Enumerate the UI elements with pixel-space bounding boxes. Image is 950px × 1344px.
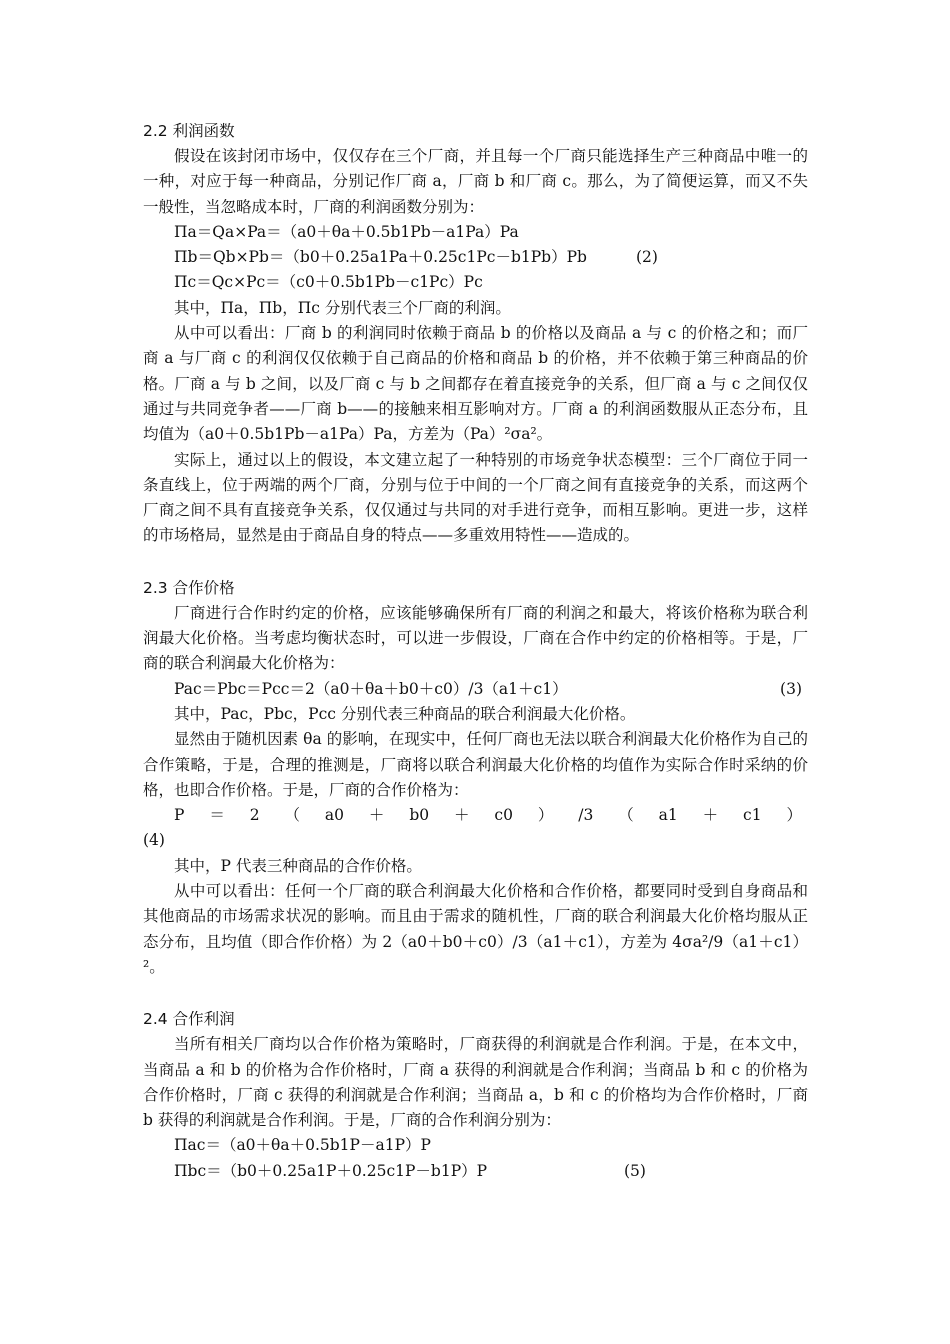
paragraph: 实际上，通过以上的假设，本文建立起了一种特别的市场竞争状态模型：三个厂商位于同一条直线上，位于两端的两个厂商，分别与位于中间的一个厂商之间有直接竞争的关系，而这两个厂商之间不具有直接竞争关系，仅仅通过与共同的对手进行竞争，而相互影响。更进一步，这样的市场格局，显然是由于商品自身的特点——多重效用特性——造成的。 bbox=[143, 450, 808, 545]
equation-number: (4) bbox=[143, 831, 165, 850]
formula-token: P bbox=[174, 806, 185, 825]
formula-token: /3 bbox=[578, 806, 594, 825]
formula-profit-c: Πc＝Qc×Pc＝（c0＋0.5b1Pb－c1Pc）Pc bbox=[174, 273, 483, 292]
formula-token: a1 bbox=[658, 806, 678, 825]
formula-profit-a: Πa＝Qa×Pa＝（a0＋θa＋0.5b1Pb－a1Pa）Pa bbox=[174, 222, 519, 241]
paragraph: 其中，Pac，Pbc，Pcc 分别代表三种商品的联合利润最大化价格。 bbox=[174, 704, 636, 723]
formula-joint-price bbox=[143, 677, 808, 702]
formula-token: （ bbox=[284, 806, 301, 825]
formula-cooperative-price bbox=[143, 803, 808, 828]
formula-token: ） bbox=[537, 806, 554, 825]
equation-number: (3) bbox=[780, 679, 802, 698]
formula-token: ＋ bbox=[454, 806, 470, 825]
formula-text: Πbc＝（b0＋0.25a1P＋0.25c1P－b1P）P bbox=[174, 1161, 488, 1180]
formula-token: （ bbox=[618, 806, 634, 825]
formula-text: Πb＝Qb×Pb＝（b0＋0.25a1Pa＋0.25c1Pc－b1Pb）Pb bbox=[174, 248, 587, 267]
equation-number: (5) bbox=[624, 1161, 646, 1180]
formula-text: Pac＝Pbc＝Pcc＝2（a0＋θa＋b0＋c0）/3（a1＋c1） bbox=[174, 679, 568, 698]
formula-coop-profit-a: Πac＝（a0＋θa＋0.5b1P－a1P）P bbox=[174, 1136, 431, 1155]
section-heading-2-3: 2.3 合作价格 bbox=[143, 578, 235, 597]
paragraph: 其中，Πa，Πb，Πc 分别代表三个厂商的利润。 bbox=[174, 298, 511, 317]
formula-token: ＋ bbox=[702, 806, 719, 825]
section-gap bbox=[143, 980, 808, 1006]
document-body bbox=[143, 118, 808, 1184]
formula-token: c0 bbox=[494, 806, 513, 825]
equation-number: (2) bbox=[636, 248, 658, 267]
formula-token: ＝ bbox=[209, 806, 225, 825]
paragraph: 假设在该封闭市场中，仅仅存在三个厂商，并且每一个厂商只能选择生产三种商品中唯一的一种，对应于每一种商品，分别记作厂商 a，厂商 b 和厂商 c。那么，为了简便运算，而又不失一般性，当忽略成本时，厂商的利润函数分别为： bbox=[143, 147, 808, 216]
section-heading-2-4: 2.4 合作利润 bbox=[143, 1010, 235, 1029]
paragraph: 从中可以看出：任何一个厂商的联合利润最大化价格和合作价格，都要同时受到自身商品和其他商品的市场需求状况的影响。而且由于需求的随机性，厂商的联合利润最大化价格均服从正态分布，且均值（即合作价格）为 2（a0＋b0＋c0）/3（a1＋c1），方差为 4σa²/9（a1＋c1）²。 bbox=[143, 882, 808, 976]
paragraph: 从中可以看出：厂商 b 的利润同时依赖于商品 b 的价格以及商品 a 与 c 的价格之和；而厂商 a 与厂商 c 的利润仅仅依赖于自己商品的价格和商品 b 的价格，并不依赖于第三种商品的价格。厂商 a 与 b 之间，以及厂商 c 与 b 之间都存在着直接竞争的关系，但厂商 a 与 c 之间仅仅通过与共同竞争者——厂商 b——的接触来相互影响对方。厂商 a 的利润函数服从正态分布，且均值为（a0＋0.5b1Pb－a1Pa）Pa，方差为（Pa）²σa²。 bbox=[143, 324, 808, 444]
paragraph: 显然由于随机因素 θa 的影响，在现实中，任何厂商也无法以联合利润最大化价格作为自己的合作策略，于是，合理的推测是，厂商将以联合利润最大化价格的均值作为实际合作时采纳的价格，也即合作价格。于是，厂商的合作价格为： bbox=[143, 730, 808, 799]
formula-token: b0 bbox=[409, 806, 430, 825]
formula-token: a0 bbox=[324, 806, 345, 825]
formula-token: ＋ bbox=[368, 806, 385, 825]
formula-token: 2 bbox=[249, 806, 260, 825]
section-gap bbox=[143, 549, 808, 575]
paragraph: 其中，P 代表三种商品的合作价格。 bbox=[174, 856, 422, 875]
formula-coop-profit-b bbox=[143, 1159, 808, 1184]
formula-token: c1 bbox=[743, 806, 762, 825]
paragraph: 厂商进行合作时约定的价格，应该能够确保所有厂商的利润之和最大，将该价格称为联合利润最大化价格。当考虑均衡状态时，可以进一步假设，厂商在合作中约定的价格相等。于是，厂商的联合利润最大化价格为： bbox=[143, 603, 808, 673]
formula-profit-b bbox=[143, 245, 808, 270]
paragraph: 当所有相关厂商均以合作价格为策略时，厂商获得的利润就是合作利润。于是，在本文中，当商品 a 和 b 的价格为合作价格时，厂商 a 获得的利润就是合作利润；当商品 b 和 c 的价格为合作价格时，厂商 c 获得的利润就是合作利润；当商品 a，b 和 c 的价格均为合作价格时，厂商 b 获得的利润就是合作利润。于是，厂商的合作利润分别为： bbox=[143, 1035, 808, 1130]
section-heading-2-2: 2.2 利润函数 bbox=[143, 122, 235, 140]
formula-token: ） bbox=[786, 806, 802, 825]
